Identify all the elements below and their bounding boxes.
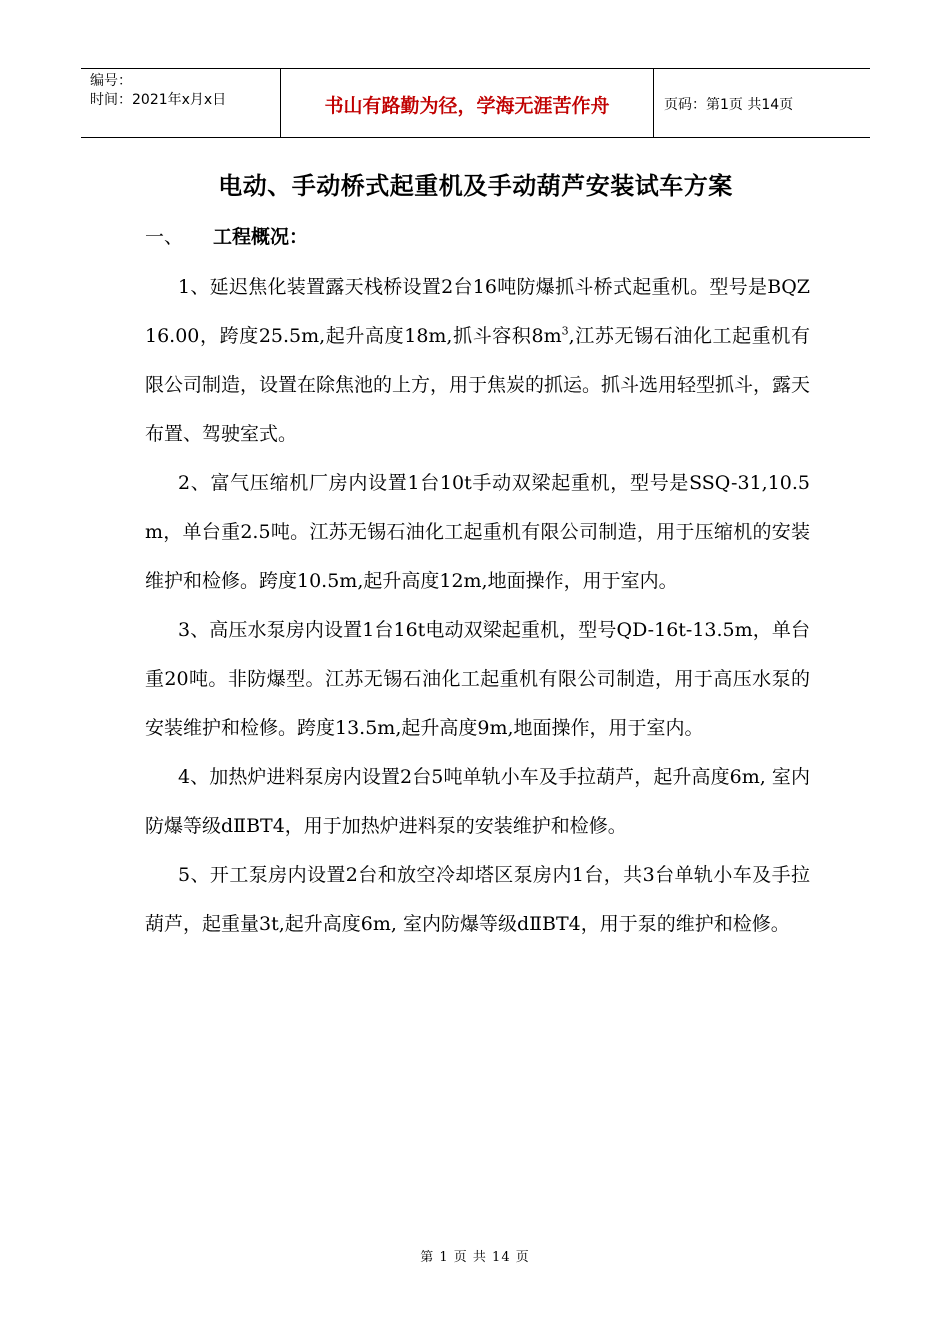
- paragraph-1-text-cont: ,江苏无锡石油化工起重机有限公司制造，设置在除焦池的上方，用于焦炭的抓运。抓斗选用轻型抓斗，露天布置、驾驶室式。: [145, 325, 811, 445]
- document-header: [81, 68, 870, 138]
- paragraph-3: 3、高压水泵房内设置1台16t电动双梁起重机，型号QD-16t-13.5m，单台重20吨。非防爆型。江苏无锡石油化工起重机有限公司制造，用于高压水泵的安装维护和检修。跨度13.5m,起升高度9m,地面操作，用于室内。: [145, 619, 810, 739]
- document-body: [145, 263, 810, 949]
- paragraph-4: 4、加热炉进料泵房内设置2台5吨单轨小车及手拉葫芦，起升高度6m, 室内防爆等级dⅡBT4，用于加热炉进料泵的安装维护和检修。: [145, 766, 810, 837]
- document-number-label: 编号：: [90, 73, 132, 89]
- section-title: 工程概况：: [213, 226, 309, 248]
- header-motto: 书山有路勤为径，学海无涯苦作舟: [281, 69, 654, 137]
- paragraph-5: 5、开工泵房内设置2台和放空冷却塔区泵房内1台，共3台单轨小车及手拉葫芦，起重量3t,起升高度6m, 室内防爆等级dⅡBT4，用于泵的维护和检修。: [145, 864, 810, 935]
- document-date-label: 时间：2021年x月x日: [90, 92, 227, 108]
- page-footer: 第 1 页 共 14 页: [420, 1250, 530, 1265]
- paragraph-1: [145, 263, 810, 459]
- section-number: 一、: [145, 226, 184, 248]
- section-heading: [145, 222, 308, 252]
- paragraph-2: 2、富气压缩机厂房内设置1台10t手动双梁起重机，型号是SSQ-31,10.5m，单台重2.5吨。江苏无锡石油化工起重机有限公司制造，用于压缩机的安装维护和检修。跨度10.5m,起升高度12m,地面操作，用于室内。: [145, 472, 810, 592]
- paragraph-1-text: 1、延迟焦化装置露天栈桥设置2台16吨防爆抓斗桥式起重机。型号是BQZ16.00，跨度25.5m,起升高度18m,抓斗容积8m: [145, 276, 810, 347]
- document-title: 电动、手动桥式起重机及手动葫芦安装试车方案: [218, 172, 733, 200]
- superscript-cubed: 3: [561, 324, 569, 338]
- header-page-info: 页码：第1页 共14页: [664, 97, 794, 113]
- header-meta-cell: [81, 69, 281, 137]
